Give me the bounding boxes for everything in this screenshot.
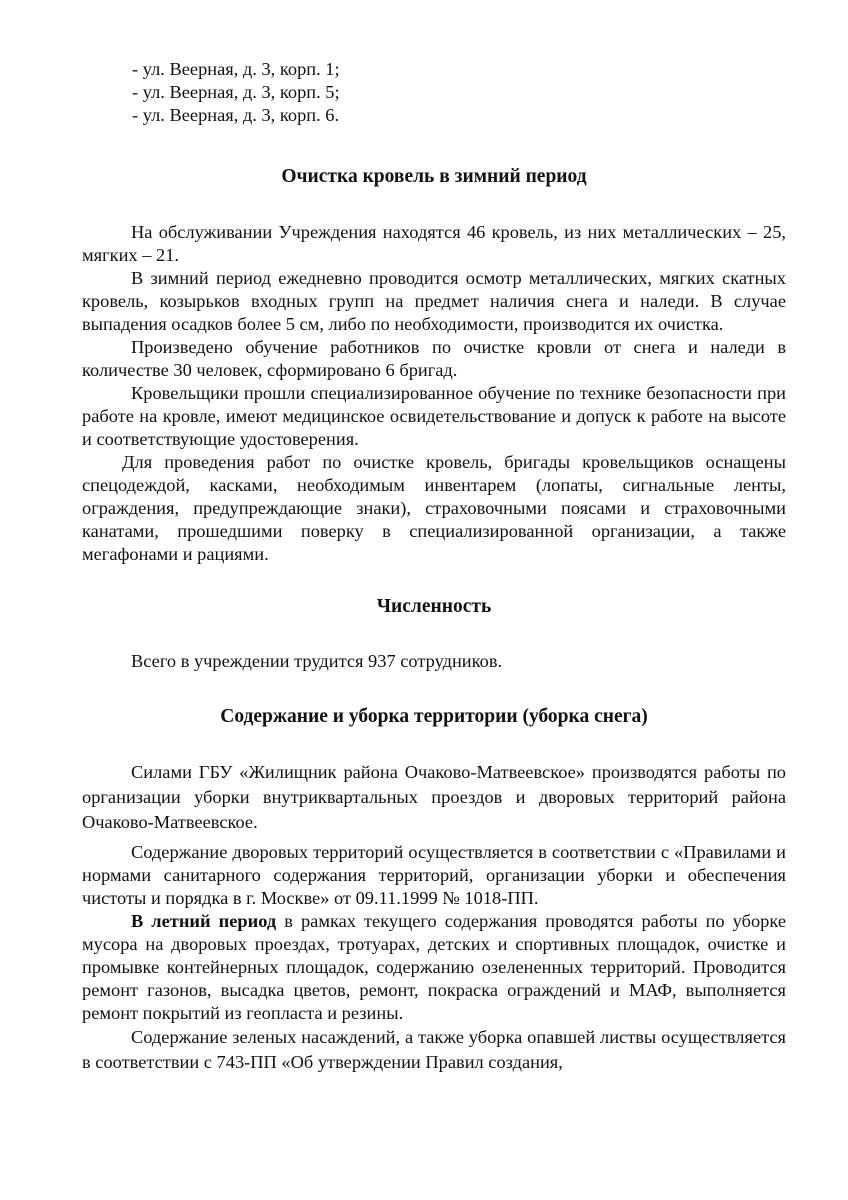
paragraph: Кровельщики прошли специализированное обучение по технике безопасности при работе на кровле, имеют медицинское освидетельствование и допуск к работе на высоте и соответствующие удостоверения.	[82, 383, 786, 449]
address-list	[82, 58, 786, 127]
paragraph	[82, 910, 786, 1025]
paragraph: В зимний период ежедневно проводится осмотр металлических, мягких скатных кровель, козырьков входных групп на предмет наличия снега и наледи. В случае выпадения осадков более 5 см, либо по необходимости, производится их очистка.	[82, 268, 786, 334]
paragraph: Силами ГБУ «Жилищник района Очаково-Матвеевское» производятся работы по организации уборки внутриквартальных проездов и дворовых территорий района Очаково-Матвеевское.	[82, 762, 786, 832]
section-heading-territory: Содержание и уборка территории (уборка снега)	[220, 706, 648, 727]
paragraph: Произведено обучение работников по очистке кровли от снега и наледи в количестве 30 человек, сформировано 6 бригад.	[82, 337, 786, 380]
address-item: - ул. Веерная, д. 3, корп. 5;	[132, 82, 340, 102]
paragraph: Содержание дворовых территорий осуществляется в соответствии с «Правилами и нормами санитарного содержания территорий, организации уборки и обеспечения чистоты и порядка в г. Москве» от 09.11.1999 № 1018-ПП.	[82, 842, 786, 908]
paragraph: На обслуживании Учреждения находятся 46 кровель, из них металлических – 25, мягких – 21.	[82, 222, 786, 265]
paragraph: Содержание зеленых насаждений, а также уборка опавшей листвы осуществляется в соответствии с 743-ПП «Об утверждении Правил создания,	[82, 1027, 786, 1072]
address-item: - ул. Веерная, д. 3, корп. 6.	[132, 105, 340, 125]
paragraph: Всего в учреждении трудится 937 сотрудников.	[131, 651, 503, 671]
paragraph: Для проведения работ по очистке кровель, бригады кровельщиков оснащены спецодеждой, касками, необходимым инвентарем (лопаты, сигнальные ленты, ограждения, предупреждающие знаки), страховочными поясами и страховочными канатами, прошедшими поверку в специализированной организации, а также мегафонами и рациями.	[82, 452, 786, 564]
section-heading-roofs: Очистка кровель в зимний период	[281, 166, 587, 187]
paragraph-text: в рамках текущего содержания проводятся работы по уборке мусора на дворовых проездах, тротуарах, детских и спортивных площадок, очистке и промывке контейнерных площадок, содержанию озелененных территорий. Проводится ремонт газонов, высадка цветов, ремонт, покраска ограждений и МАФ, выполняется ремонт покрытий из геопласта и резины.	[82, 911, 786, 1023]
address-item: - ул. Веерная, д. 3, корп. 1;	[132, 59, 340, 79]
section-heading-staff: Численность	[376, 596, 492, 617]
bold-phrase: В летний период	[131, 911, 277, 931]
